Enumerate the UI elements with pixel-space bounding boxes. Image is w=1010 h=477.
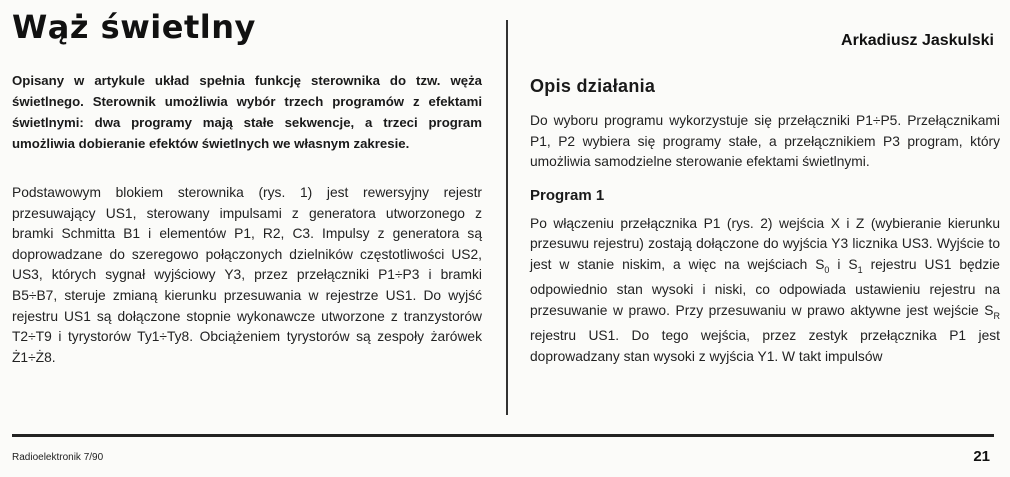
author-name: Arkadiusz Jaskulski [841,32,994,49]
left-column [12,70,482,368]
journal-issue: Radioelektronik 7/90 [12,452,104,463]
intro-paragraph: Do wyboru programu wykorzystuje się przełączniki P1÷P5. Przełącznikami P1, P2 wybiera się programy stałe, a przełącznikiem P3 program, który umożliwia samodzielne sterowanie efektami świetlnymi. [530,113,1000,170]
column-divider [506,20,508,415]
right-column [530,76,1000,367]
article-title: Wąż świetlny [12,8,256,46]
lead-paragraph: Opisany w artykule układ spełnia funkcję sterownika do tzw. węża świetlnego. Sterownik umożliwia wybór trzech programów z efektami świetlnymi: dwa programy mają stałe sekwencje, a trzeci program umożliwia dobieranie efektów świetlnych we własnym zakresie. [12,73,482,151]
footer-rule [12,434,994,437]
program1-paragraph: Po włączeniu przełącznika P1 (rys. 2) wejścia X i Z (wybieranie kierunku przesuwu rejestru) zostają dołączone do wyjścia Y3 licznika US3. Wyjście to jest w stanie niskim, a więc na wejściach $S_0$ i $S_1$ rejestru US1 będzie odpowiednio stan wysoki i niski, co odpowiada ustawieniu rejestru na przesuwanie w prawo. Przy przesuwaniu w prawo aktywne jest wejście $S_R$ rejestru US1. Do tego wejścia, przez zestyk przełącznika P1 jest doprowadzany stan wysoki z wyjścia Y1. W takt impulsów [530,215,1000,364]
subsection-heading: Program 1 [530,186,605,204]
section-heading: Opis działania [530,76,656,96]
page-number: 21 [973,448,990,465]
body-paragraph: Podstawowym blokiem sterownika (rys. 1) jest rewersyjny rejestr przesuwający US1, sterowany impulsami z generatora utworzonego z bramki Schmitta B1 i elementów P1, R2, C3. Impulsy z generatora są doprowadzane do szeregowo połączonych dzielników częstotliwości US2, US3, których sygnał wyjściowy Y3, przez przełączniki P1÷P3 i bramki B5÷B7, steruje zmianą kierunku przesuwania w rejestrze US1. Do wyjść rejestru US1 są dołączone stopnie wykonawcze utworzone z tranzystorów T2÷T9 i tyrystorów Ty1÷Ty8. Obciążeniem tyrystorów są zespoły żarówek Ż1÷Ż8. [12,185,482,365]
